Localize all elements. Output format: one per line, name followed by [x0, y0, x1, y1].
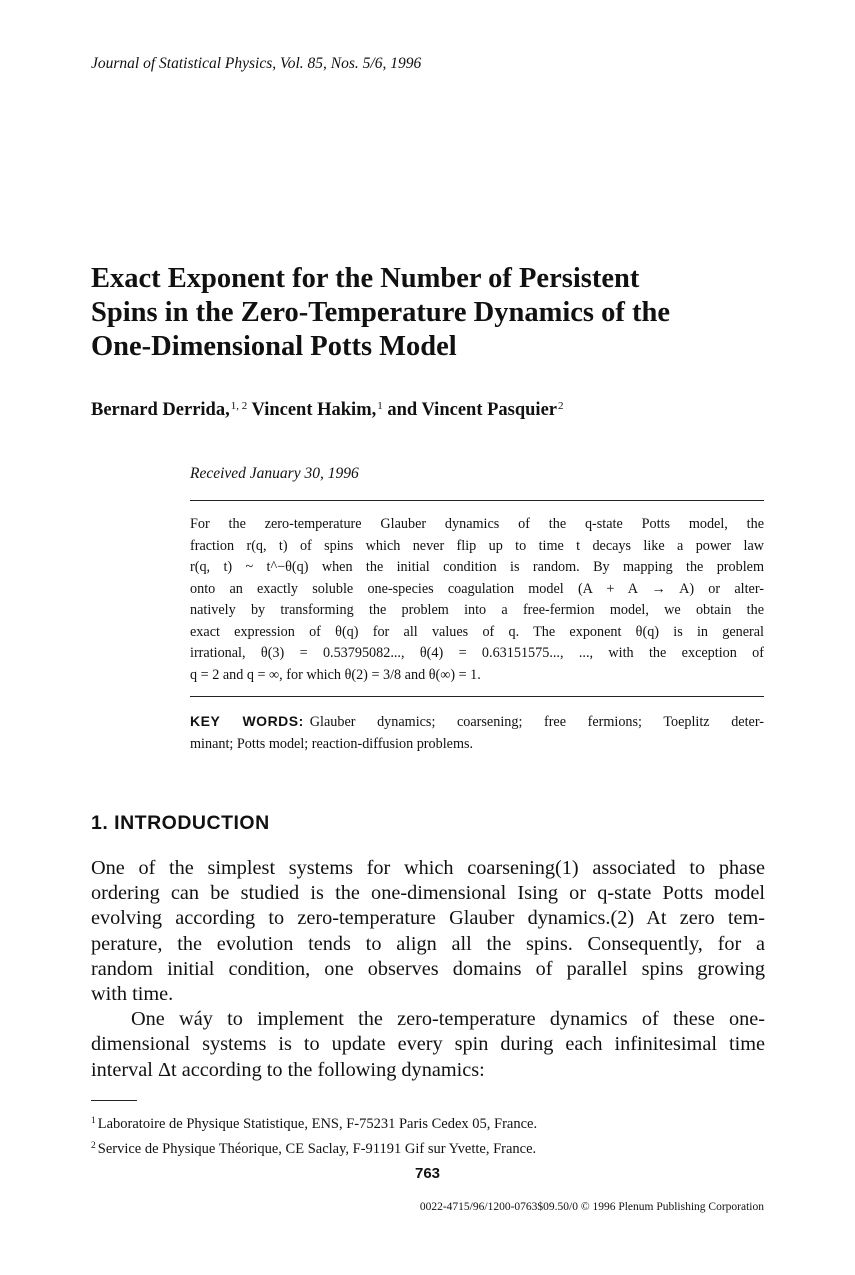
- author-affiliation-mark: 1, 2: [230, 400, 248, 412]
- section-heading: 1. INTRODUCTION: [91, 812, 270, 834]
- body-text: [91, 856, 765, 1083]
- keywords-label: KEY WORDS:: [190, 713, 304, 729]
- footnote-text: Service de Physique Théorique, CE Saclay, F-91191 Gif sur Yvette, France.: [97, 1141, 537, 1157]
- footnote-rule: [91, 1100, 137, 1101]
- abstract-line: fraction r(q, t) of spins which never flip up to time t decays like a power law: [190, 537, 764, 554]
- abstract-line: exact expression of θ(q) for all values of q. The exponent θ(q) is in general: [190, 623, 764, 640]
- footnote: [91, 1135, 537, 1160]
- author-affiliation-mark: 2: [558, 400, 564, 412]
- footnotes: [91, 1110, 537, 1160]
- page-number: 763: [414, 1165, 441, 1182]
- received-date: Received January 30, 1996: [190, 465, 359, 482]
- footnote-mark: 2: [91, 1141, 96, 1151]
- abstract: [190, 514, 764, 686]
- body-line: random initial condition, one observes domains of parallel spins growing: [91, 957, 765, 980]
- copyright-line: 0022-4715/96/1200-0763$09.50/0 © 1996 Plenum Publishing Corporation: [419, 1201, 764, 1213]
- title-line: Exact Exponent for the Number of Persistent: [91, 263, 640, 294]
- journal-header: Journal of Statistical Physics, Vol. 85, Nos. 5/6, 1996: [91, 55, 422, 72]
- body-line: evolving according to zero-temperature Glauber dynamics.(2) At zero tem-: [91, 907, 765, 930]
- abstract-line: r(q, t) ~ t^−θ(q) when the initial condition is random. By mapping the problem: [190, 559, 764, 575]
- abstract-line: natively by transforming the problem into a free-fermion model, we obtain the: [190, 602, 764, 618]
- author-name: Bernard Derrida,: [91, 400, 230, 420]
- body-line: One wáy to implement the zero-temperature dynamics of these one-: [131, 1008, 765, 1031]
- abstract-line: onto an exactly soluble one-species coagulation model (A + A → A) or alter-: [190, 580, 764, 597]
- abstract-line: irrational, θ(3) = 0.53795082..., θ(4) = 0.63151575..., ..., with the exception of: [190, 645, 764, 661]
- footnote: [91, 1110, 537, 1135]
- title-line: Spins in the Zero-Temperature Dynamics of the: [91, 297, 670, 328]
- footnote-text: Laboratoire de Physique Statistique, ENS, F-75231 Paris Cedex 05, France.: [97, 1116, 538, 1132]
- author-name: Vincent Hakim,: [251, 400, 377, 420]
- author-name: Vincent Pasquier: [421, 400, 557, 420]
- abstract-line: q = 2 and q = ∞, for which θ(2) = 3/8 and θ(∞) = 1.: [190, 666, 481, 683]
- body-line: One of the simplest systems for which coarsening(1) associated to phase: [91, 857, 765, 879]
- keywords: [190, 711, 764, 755]
- body-line: ordering can be studied is the one-dimensional Ising or q-state Potts model: [91, 882, 765, 905]
- abstract-top-rule: [190, 500, 764, 501]
- author-list: [91, 400, 564, 421]
- keywords-text: minant; Potts model; reaction-diffusion problems.: [190, 735, 474, 752]
- keywords-text: Glauber dynamics; coarsening; free fermions; Toeplitz deter-: [309, 714, 764, 730]
- abstract-line: For the zero-temperature Glauber dynamics of the q-state Potts model, the: [190, 516, 764, 532]
- body-line: perature, the evolution tends to align all the spins. Consequently, for a: [91, 932, 765, 955]
- body-line: interval Δt according to the following dynamics:: [91, 1058, 485, 1081]
- author-affiliation-mark: 1: [377, 400, 383, 412]
- title-line: One-Dimensional Potts Model: [91, 331, 457, 362]
- author-connector: and: [387, 400, 418, 420]
- abstract-bottom-rule: [190, 696, 764, 697]
- body-line: with time.: [91, 983, 174, 1006]
- paper-title: [91, 262, 791, 364]
- body-line: dimensional systems is to update every spin during each infinitesimal time: [91, 1033, 765, 1056]
- footnote-mark: 1: [91, 1116, 96, 1126]
